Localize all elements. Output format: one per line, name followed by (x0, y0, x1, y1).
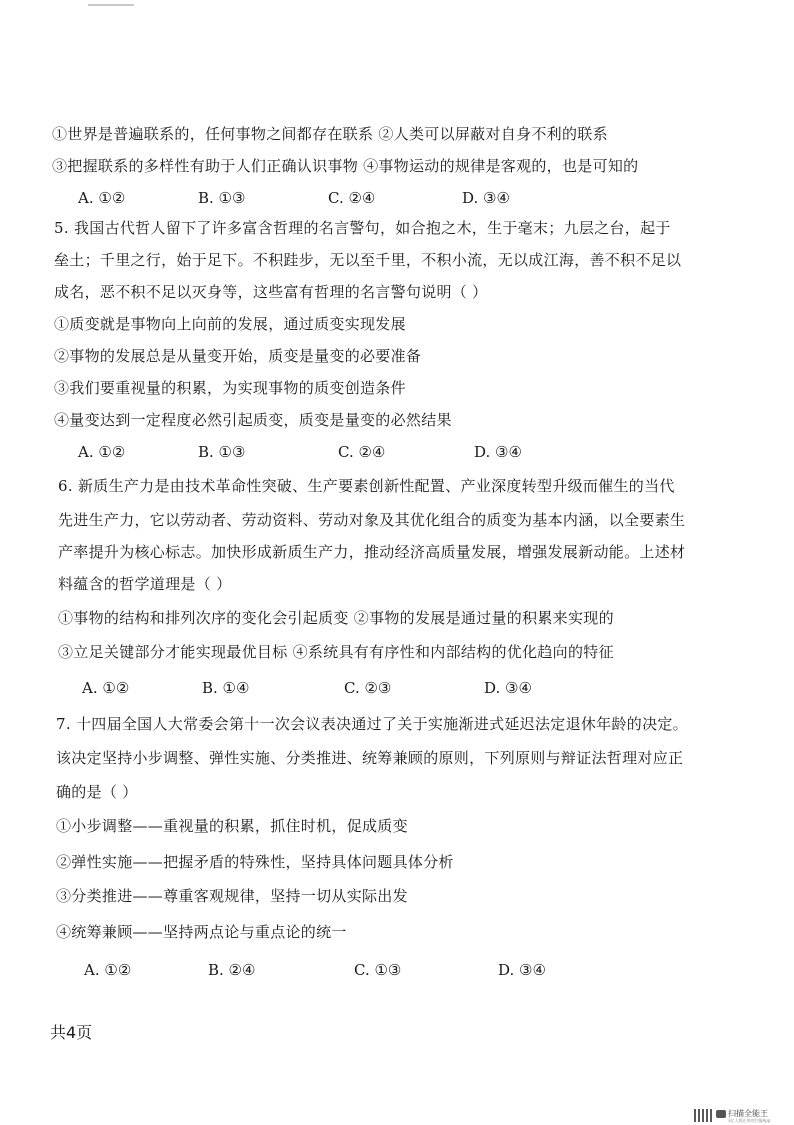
q6-option-a: A. ①② (82, 679, 130, 697)
q4-option-b: B. ①③ (198, 189, 246, 207)
scanner-watermark-sub: 3亿人都在用的扫描App (728, 1118, 771, 1123)
q6-stem-line-4: 料蕴含的哲学道理是（ ） (58, 575, 232, 593)
q6-option-d: D. ③④ (484, 679, 532, 697)
q5-statement-2: ②事物的发展总是从量变开始，质变是量变的必要准备 (54, 347, 422, 365)
q7-statement-4: ④统筹兼顾——坚持两点论与重点论的统一 (56, 923, 347, 941)
q7-option-b: B. ②④ (208, 961, 256, 979)
q7-option-c: C. ①③ (354, 961, 402, 979)
q7-statement-3: ③分类推进——尊重客观规律，坚持一切从实际出发 (56, 887, 408, 905)
q6-stem-line-3: 产率提升为核心标志。加快形成新质生产力，推动经济高质量发展，增强发展新动能。上述材 (58, 543, 686, 561)
q7-stem-line-1: 7. 十四届全国人大常委会第十一次会议表决通过了关于实施渐进式延迟法定退休年龄的决定。 (56, 715, 688, 733)
q4-option-a: A. ①② (78, 189, 126, 207)
q5-option-c: C. ②④ (338, 443, 386, 461)
q6-statement-line-1: ①事物的结构和排列次序的变化会引起质变 ②事物的发展是通过量的积累来实现的 (58, 609, 614, 627)
scan-speck (88, 4, 134, 6)
qr-code-icon (694, 1109, 712, 1122)
q6-option-c: C. ②③ (344, 679, 392, 697)
q5-option-d: D. ③④ (474, 443, 522, 461)
q4-option-c: C. ②④ (328, 189, 376, 207)
q5-stem-line-2: 垒土；千里之行，始于足下。不积跬步，无以至千里，不积小流，无以成江海，善不积不足以 (54, 251, 682, 269)
q7-stem-line-2: 该决定坚持小步调整、弹性实施、分类推进、统筹兼顾的原则，下列原则与辩证法哲理对应正 (56, 749, 684, 767)
q4-statement-line-1: ①世界是普遍联系的，任何事物之间都存在联系 ②人类可以屏蔽对自身不利的联系 (52, 125, 608, 143)
q5-statement-1: ①质变就是事物向上向前的发展，通过质变实现发展 (54, 315, 406, 333)
q6-stem-line-2: 先进生产力，它以劳动者、劳动资料、劳动对象及其优化组合的质变为基本内涵，以全要素生 (58, 511, 686, 529)
q5-stem-line-3: 成名，恶不积不足以灭身等，这些富有哲理的名言警句说明（ ） (54, 283, 488, 301)
q5-statement-3: ③我们要重视量的积累，为实现事物的质变创造条件 (54, 379, 406, 397)
page-count: 共4页 (50, 1023, 93, 1042)
q7-stem-line-3: 确的是（ ） (56, 783, 138, 801)
q7-option-a: A. ①② (84, 961, 132, 979)
q7-option-d: D. ③④ (498, 961, 546, 979)
q7-statement-1: ①小步调整——重视量的积累，抓住时机，促成质变 (56, 817, 408, 835)
q4-statement-line-2: ③把握联系的多样性有助于人们正确认识事物 ④事物运动的规律是客观的，也是可知的 (52, 157, 639, 175)
scanner-logo-icon (716, 1110, 726, 1118)
q5-statement-4: ④量变达到一定程度必然引起质变，质变是量变的必然结果 (54, 411, 452, 429)
q6-option-b: B. ①④ (202, 679, 250, 697)
q7-statement-2: ②弹性实施——把握矛盾的特殊性，坚持具体问题具体分析 (56, 853, 454, 871)
q5-option-a: A. ①② (78, 443, 126, 461)
q5-option-b: B. ①③ (198, 443, 246, 461)
q5-stem-line-1: 5. 我国古代哲人留下了许多富含哲理的名言警句，如合抱之木，生于毫末；九层之台，起于 (54, 219, 671, 237)
q4-option-d: D. ③④ (462, 189, 510, 207)
q6-stem-line-1: 6. 新质生产力是由技术革命性突破、生产要素创新性配置、产业深度转型升级而催生的当代 (58, 477, 675, 495)
q6-statement-line-2: ③立足关键部分才能实现最优目标 ④系统具有有序性和内部结构的优化趋向的特征 (58, 643, 614, 661)
scanner-watermark (716, 1109, 794, 1123)
scanner-watermark-label: 扫描全能王 (728, 1109, 768, 1118)
